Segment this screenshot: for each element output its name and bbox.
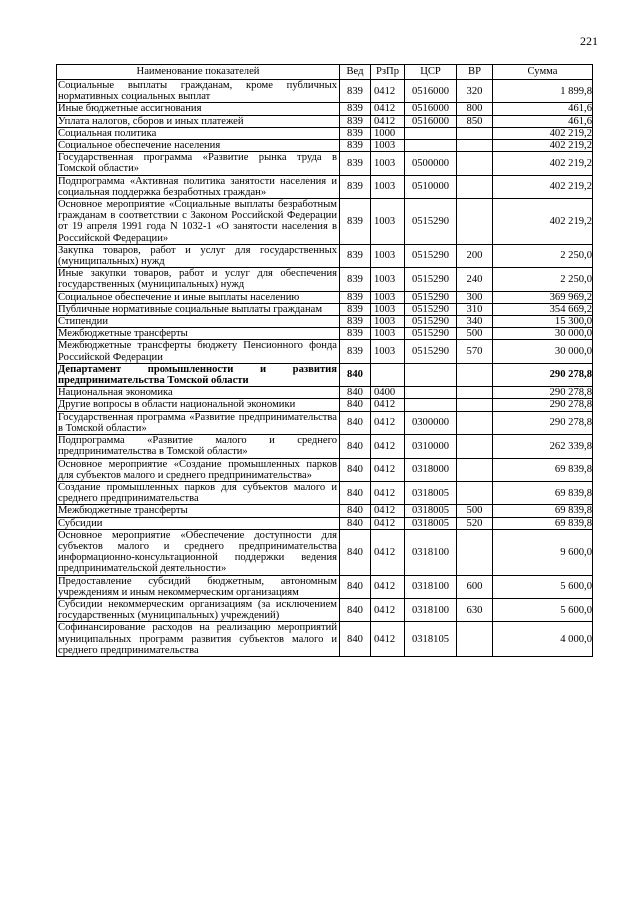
cell-csr [405,127,457,139]
cell-sum: 402 219,2 [493,127,593,139]
cell-ved: 839 [340,80,371,103]
table-row [57,517,593,529]
table-row [57,80,593,103]
table-row [57,575,593,598]
table-row [57,387,593,399]
cell-name: Публичные нормативные социальные выплаты гражданам [57,303,340,315]
table-header-row [57,65,593,80]
table-row [57,458,593,481]
cell-vr [457,458,493,481]
cell-name: Департамент промышленности и развития предпринимательства Томской области [57,363,340,386]
cell-name: Межбюджетные трансферты [57,328,340,340]
table-row [57,529,593,575]
cell-sum: 461,6 [493,115,593,127]
cell-vr [457,622,493,657]
cell-name: Иные закупки товаров, работ и услуг для обеспечения государственных (муниципальных) нужд [57,268,340,291]
cell-name: Основное мероприятие «Социальные выплаты безработным гражданам в соответствии с Законом Российской Федерации от 19 апреля 1991 года N 1032-1 «О занятости населения в Российской Федерации» [57,199,340,245]
table-row [57,268,593,291]
table-row [57,316,593,328]
cell-ved: 840 [340,575,371,598]
cell-rzpr [371,363,405,386]
cell-ved: 840 [340,458,371,481]
cell-rzpr: 0412 [371,598,405,621]
cell-rzpr: 1003 [371,140,405,152]
cell-rzpr: 1000 [371,127,405,139]
cell-ved: 839 [340,127,371,139]
cell-name: Социальное обеспечение и иные выплаты населению [57,291,340,303]
cell-name: Софинансирование расходов на реализацию мероприятий муниципальных программ развития субъектов малого и среднего предпринимательства [57,622,340,657]
cell-name: Стипендии [57,316,340,328]
cell-vr: 500 [457,328,493,340]
cell-ved: 839 [340,340,371,363]
table-row [57,363,593,386]
cell-name: Субсидии [57,517,340,529]
cell-rzpr: 1003 [371,291,405,303]
cell-sum: 69 839,8 [493,458,593,481]
header-name: Наименование показателей [57,65,340,80]
cell-rzpr: 1003 [371,199,405,245]
cell-rzpr: 1003 [371,175,405,198]
table-row [57,103,593,115]
table-row [57,140,593,152]
cell-csr: 0516000 [405,115,457,127]
cell-vr: 850 [457,115,493,127]
cell-name: Межбюджетные трансферты [57,505,340,517]
header-rzpr: РзПр [371,65,405,80]
cell-sum: 5 600,0 [493,598,593,621]
cell-vr: 320 [457,80,493,103]
cell-rzpr: 0412 [371,435,405,458]
cell-csr: 0515290 [405,340,457,363]
cell-ved: 840 [340,598,371,621]
cell-csr [405,399,457,411]
table-row [57,199,593,245]
cell-name: Основное мероприятие «Создание промышленных парков для субъектов малого и среднего предпринимательства» [57,458,340,481]
cell-name: Государственная программа «Развитие рынка труда в Томской области» [57,152,340,175]
cell-csr: 0500000 [405,152,457,175]
cell-rzpr: 0412 [371,517,405,529]
cell-name: Подпрограмма «Активная политика занятости населения и социальная поддержка безработных граждан» [57,175,340,198]
cell-csr [405,363,457,386]
cell-rzpr: 0412 [371,505,405,517]
page-number: 221 [580,34,598,48]
cell-ved: 839 [340,140,371,152]
cell-sum: 402 219,2 [493,152,593,175]
cell-vr: 240 [457,268,493,291]
cell-sum: 369 969,2 [493,291,593,303]
cell-name: Субсидии некоммерческим организациям (за исключением государственных (муниципальных) учреждений) [57,598,340,621]
cell-vr [457,411,493,434]
table-row [57,127,593,139]
cell-ved: 839 [340,175,371,198]
cell-csr: 0515290 [405,268,457,291]
cell-csr: 0515290 [405,291,457,303]
cell-vr: 630 [457,598,493,621]
cell-ved: 839 [340,115,371,127]
cell-vr [457,152,493,175]
header-vr: ВР [457,65,493,80]
cell-name: Предоставление субсидий бюджетным, автономным учреждениям и иным некоммерческим организациям [57,575,340,598]
cell-csr: 0318105 [405,622,457,657]
table-row [57,505,593,517]
cell-sum: 1 899,8 [493,80,593,103]
cell-name: Другие вопросы в области национальной экономики [57,399,340,411]
cell-name: Подпрограмма «Развитие малого и среднего предпринимательства в Томской области» [57,435,340,458]
cell-ved: 840 [340,622,371,657]
cell-ved: 839 [340,328,371,340]
cell-sum: 262 339,8 [493,435,593,458]
table-row [57,303,593,315]
cell-ved: 840 [340,411,371,434]
table-row [57,598,593,621]
cell-vr: 800 [457,103,493,115]
table-row [57,481,593,504]
cell-rzpr: 0412 [371,115,405,127]
table-body [57,80,593,657]
table-row [57,152,593,175]
cell-vr: 600 [457,575,493,598]
cell-ved: 840 [340,399,371,411]
table-row [57,328,593,340]
cell-csr [405,387,457,399]
cell-sum: 69 839,8 [493,505,593,517]
cell-rzpr: 1003 [371,152,405,175]
cell-sum: 402 219,2 [493,175,593,198]
cell-rzpr: 0412 [371,622,405,657]
header-ved: Вед [340,65,371,80]
cell-csr: 0515290 [405,244,457,267]
cell-ved: 839 [340,291,371,303]
cell-name: Национальная экономика [57,387,340,399]
cell-rzpr: 0412 [371,575,405,598]
cell-ved: 839 [340,199,371,245]
cell-csr: 0318100 [405,529,457,575]
cell-name: Социальная политика [57,127,340,139]
cell-rzpr: 1003 [371,340,405,363]
cell-rzpr: 0412 [371,529,405,575]
cell-sum: 2 250,0 [493,268,593,291]
table-row [57,435,593,458]
cell-ved: 839 [340,268,371,291]
table-row [57,399,593,411]
cell-name: Государственная программа «Развитие предпринимательства в Томской области» [57,411,340,434]
cell-vr [457,127,493,139]
table-row [57,340,593,363]
cell-name: Социальные выплаты гражданам, кроме публичных нормативных социальных выплат [57,80,340,103]
cell-rzpr: 1003 [371,316,405,328]
cell-vr: 200 [457,244,493,267]
cell-rzpr: 1003 [371,244,405,267]
cell-ved: 840 [340,363,371,386]
cell-csr: 0300000 [405,411,457,434]
cell-ved: 840 [340,505,371,517]
cell-sum: 402 219,2 [493,199,593,245]
cell-ved: 839 [340,303,371,315]
cell-vr [457,175,493,198]
table-row [57,291,593,303]
cell-rzpr: 0400 [371,387,405,399]
cell-csr: 0515290 [405,328,457,340]
cell-vr [457,435,493,458]
cell-rzpr: 0412 [371,80,405,103]
cell-sum: 69 839,8 [493,517,593,529]
cell-sum: 4 000,0 [493,622,593,657]
cell-csr: 0310000 [405,435,457,458]
cell-csr: 0516000 [405,103,457,115]
cell-vr [457,529,493,575]
cell-vr: 310 [457,303,493,315]
cell-ved: 840 [340,529,371,575]
cell-vr: 340 [457,316,493,328]
cell-rzpr: 0412 [371,481,405,504]
cell-sum: 5 600,0 [493,575,593,598]
cell-ved: 840 [340,435,371,458]
cell-sum: 69 839,8 [493,481,593,504]
cell-sum: 30 000,0 [493,328,593,340]
cell-ved: 839 [340,244,371,267]
cell-rzpr: 0412 [371,399,405,411]
cell-csr: 0516000 [405,80,457,103]
cell-rzpr: 1003 [371,303,405,315]
cell-sum: 290 278,8 [493,399,593,411]
cell-csr: 0318005 [405,517,457,529]
cell-ved: 839 [340,103,371,115]
cell-sum: 2 250,0 [493,244,593,267]
cell-csr: 0318100 [405,575,457,598]
cell-vr: 520 [457,517,493,529]
cell-name: Основное мероприятие «Обеспечение доступности для субъектов малого и среднего предпринимательства информационно-консультационной поддержки ведения предпринимательской деятельности» [57,529,340,575]
cell-sum: 290 278,8 [493,363,593,386]
cell-csr: 0318005 [405,481,457,504]
cell-vr [457,140,493,152]
cell-sum: 290 278,8 [493,411,593,434]
cell-csr: 0515290 [405,303,457,315]
budget-table [56,64,593,657]
cell-sum: 290 278,8 [493,387,593,399]
cell-sum: 30 000,0 [493,340,593,363]
cell-sum: 354 669,2 [493,303,593,315]
cell-name: Уплата налогов, сборов и иных платежей [57,115,340,127]
cell-sum: 15 300,0 [493,316,593,328]
cell-vr: 300 [457,291,493,303]
cell-vr: 500 [457,505,493,517]
cell-csr [405,140,457,152]
cell-vr [457,481,493,504]
cell-name: Создание промышленных парков для субъектов малого и среднего предпринимательства [57,481,340,504]
cell-vr [457,387,493,399]
cell-name: Закупка товаров, работ и услуг для государственных (муниципальных) нужд [57,244,340,267]
cell-ved: 840 [340,481,371,504]
table-row [57,244,593,267]
cell-sum: 402 219,2 [493,140,593,152]
cell-name: Межбюджетные трансферты бюджету Пенсионного фонда Российской Федерации [57,340,340,363]
cell-name: Иные бюджетные ассигнования [57,103,340,115]
header-csr: ЦСР [405,65,457,80]
cell-ved: 840 [340,517,371,529]
cell-rzpr: 1003 [371,268,405,291]
cell-rzpr: 0412 [371,103,405,115]
cell-rzpr: 0412 [371,411,405,434]
cell-vr [457,399,493,411]
cell-csr: 0318000 [405,458,457,481]
table-row [57,411,593,434]
cell-rzpr: 1003 [371,328,405,340]
cell-csr: 0510000 [405,175,457,198]
cell-csr: 0515290 [405,199,457,245]
header-sum: Сумма [493,65,593,80]
table-row [57,622,593,657]
cell-ved: 839 [340,316,371,328]
table-row [57,115,593,127]
cell-csr: 0318100 [405,598,457,621]
table-row [57,175,593,198]
cell-sum: 9 600,0 [493,529,593,575]
cell-ved: 839 [340,152,371,175]
cell-csr: 0515290 [405,316,457,328]
cell-vr [457,363,493,386]
cell-csr: 0318005 [405,505,457,517]
cell-vr [457,199,493,245]
cell-name: Социальное обеспечение населения [57,140,340,152]
cell-sum: 461,6 [493,103,593,115]
cell-rzpr: 0412 [371,458,405,481]
cell-ved: 840 [340,387,371,399]
cell-vr: 570 [457,340,493,363]
